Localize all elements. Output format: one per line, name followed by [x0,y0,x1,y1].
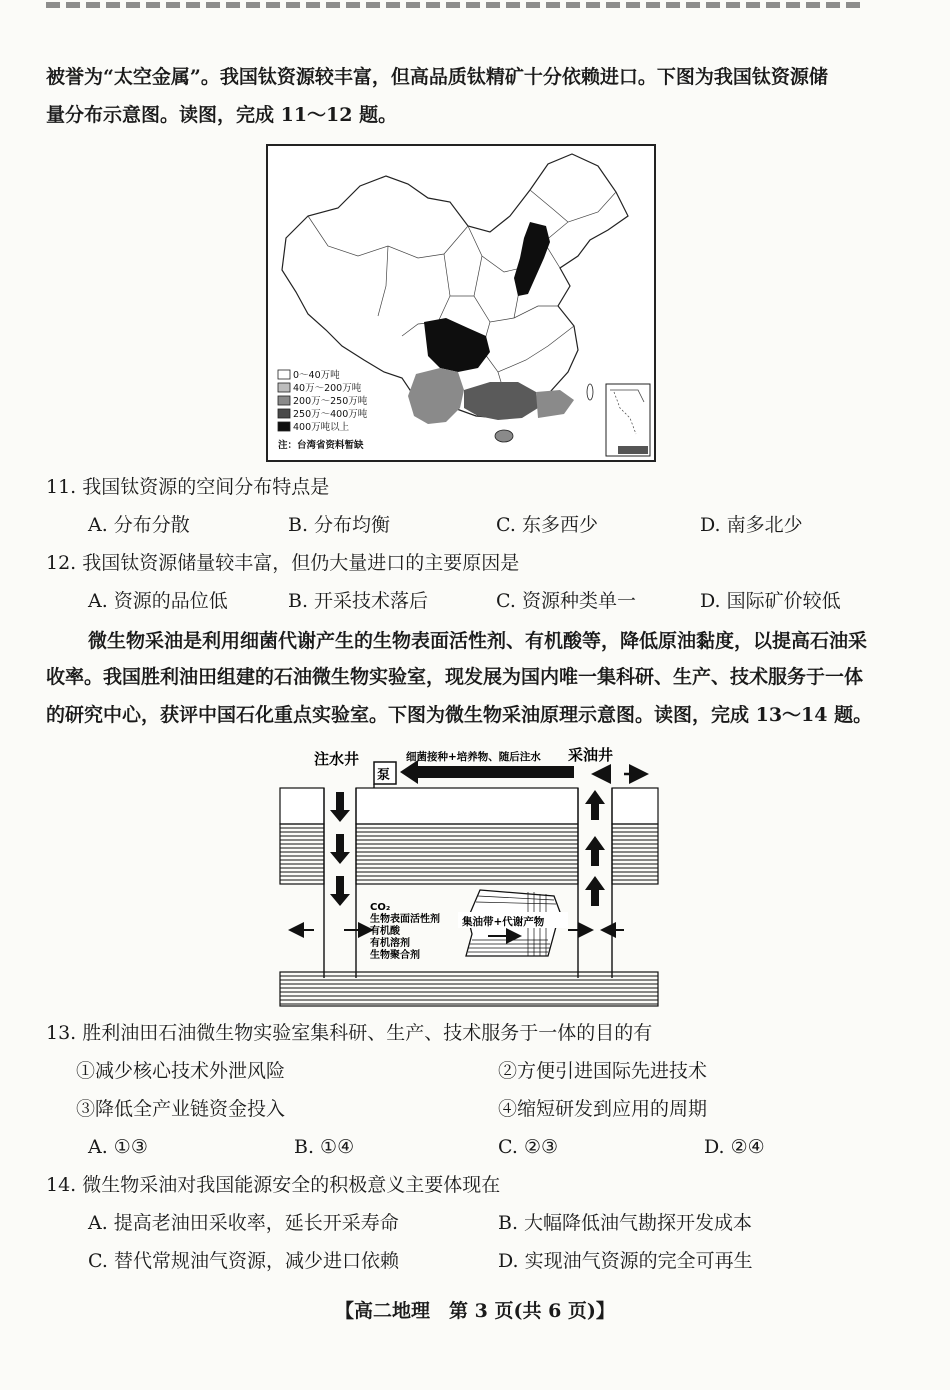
legend-label-3: 200万～250万吨 [293,396,368,407]
down-arrows [330,792,350,906]
q11-stem: 11. 我国钛资源的空间分布特点是 [46,476,330,498]
q13-item-1: ①减少核心技术外泄风险 [76,1060,286,1082]
product-organic-solvent: 有机溶剂 [370,938,410,949]
legend-label-2: 40万～200万吨 [293,383,362,394]
legend-label-4: 250万～400万吨 [293,409,368,420]
page-footer: 【高二地理 第 3 页(共 6 页)】 [335,1300,615,1322]
hainan-island [495,430,513,442]
product-biopolymer: 生物聚合剂 [370,950,420,961]
q13-option-d[interactable]: D. ②④ [704,1136,765,1158]
titanium-distribution-map [266,144,656,462]
rock-layer-lines [280,828,324,880]
legend-label-1: 0～40万吨 [293,370,340,381]
oil-band [458,890,568,956]
pump-label: 泵 [377,768,391,783]
q13-stem: 13. 胜利油田石油微生物实验室集科研、生产、技术服务于一体的目的有 [46,1022,653,1044]
q11-option-b[interactable]: B. 分布均衡 [288,514,391,536]
intro-line-2: 量分布示意图。读图，完成 11～12 题。 [46,104,398,126]
q12-stem: 12. 我国钛资源储量较丰富，但仍大量进口的主要原因是 [46,552,520,574]
diagram-svg [278,742,662,1008]
cropped-top-text [46,0,866,8]
bottom-strata [280,972,658,1004]
top-flow-arrow [400,760,574,784]
q13-item-3: ③降低全产业链资金投入 [76,1098,286,1120]
microbial-oil-recovery-diagram [278,742,662,1008]
q13-option-b[interactable]: B. ①④ [294,1136,355,1158]
q12-option-c[interactable]: C. 资源种类单一 [496,590,636,612]
product-organic-acid: 有机酸 [370,926,400,937]
q14-option-c[interactable]: C. 替代常规油气资源，减少进口依赖 [88,1250,399,1272]
product-co2: CO₂ [370,902,391,913]
q14-option-b[interactable]: B. 大幅降低油气勘探开发成本 [498,1212,753,1234]
south-china-sea-inset [606,384,650,456]
taiwan-island [587,384,593,400]
passage2-line-1: 微生物采油是利用细菌代谢产生的生物表面活性剂、有机酸等，降低原油黏度，以提高石油采 [88,630,868,652]
q14-stem: 14. 微生物采油对我国能源安全的积极意义主要体现在 [46,1174,501,1196]
guangxi-region-gray [464,382,538,420]
passage2-line-3: 的研究中心，获评中国石化重点实验室。下图为微生物采油原理示意图。读图，完成 13～14 题。 [46,704,873,726]
q13-option-a[interactable]: A. ①③ [88,1136,148,1158]
injection-well-label: 注水井 [314,750,360,768]
q13-option-c[interactable]: C. ②③ [498,1136,559,1158]
intro-line-1: 被誉为“太空金属”。我国钛资源较丰富，但高品质钛精矿十分依赖进口。下图为我国钛资源储 [46,66,828,88]
q13-item-4: ④缩短研发到应用的周期 [498,1098,708,1120]
q13-item-2: ②方便引进国际先进技术 [498,1060,708,1082]
q12-option-d[interactable]: D. 国际矿价较低 [700,590,841,612]
map-note: 注：台湾省资料暂缺 [278,440,364,451]
map-legend [278,369,368,451]
q14-option-a[interactable]: A. 提高老油田采收率，延长开采寿命 [88,1212,399,1234]
q11-option-c[interactable]: C. 东多西少 [496,514,598,536]
yunnan-region-gray [408,368,464,424]
product-surfactant: 生物表面活性剂 [370,914,440,925]
q12-option-b[interactable]: B. 开采技术落后 [288,590,429,612]
oil-band-label: 集油带+代谢产物 [462,916,545,928]
top-flow-label: 细菌接种+培养物、随后注水 [406,751,541,763]
up-arrows [585,790,605,906]
q12-option-a[interactable]: A. 资源的品位低 [88,590,228,612]
production-well-label: 采油井 [568,746,614,764]
q11-option-a[interactable]: A. 分布分散 [88,514,190,536]
legend-label-5: 400万吨以上 [293,422,350,433]
china-map-svg [268,146,654,460]
q11-option-d[interactable]: D. 南多北少 [700,514,803,536]
passage2-line-2: 收率。我国胜利油田组建的石油微生物实验室，现发展为国内唯一集科研、生产、技术服务于一体 [46,666,864,688]
q14-option-d[interactable]: D. 实现油气资源的完全可再生 [498,1250,753,1272]
guangdong-region-gray [536,390,574,418]
